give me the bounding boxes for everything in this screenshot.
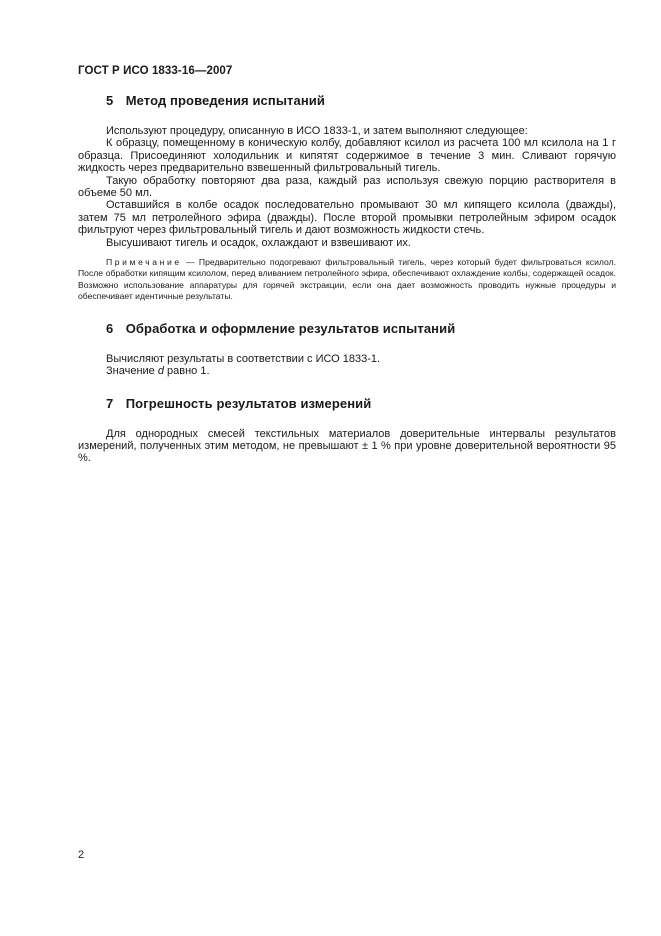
section-5-number: 5 <box>106 93 114 108</box>
section-5-note <box>78 257 616 303</box>
note-label: Примечание <box>106 257 182 268</box>
section-5-paragraph: Такую обработку повторяют два раза, каждый раз используя свежую порцию растворителя в объеме 50 мл. <box>78 174 616 200</box>
section-7-paragraph: Для однородных смесей текстильных материалов доверительные интервалы результатов измерений, полученных этим методом, не превышают ± 1 % при уровне доверительной вероятности 95 %. <box>78 427 616 465</box>
section-6-paragraph-d-value: Значение d равно 1. <box>106 365 210 378</box>
section-7-number: 7 <box>106 395 114 411</box>
page-number: 2 <box>78 849 85 861</box>
document-body <box>78 93 616 465</box>
variable-d: d <box>157 365 164 378</box>
section-6-paragraph: Вычисляют результаты в соответствии с ИСО 1833-1. <box>106 352 381 365</box>
section-5-paragraph: Высушивают тигель и осадок, охлаждают и взвешивают их. <box>106 236 411 249</box>
section-7-heading <box>78 396 616 411</box>
section-5-title: Метод проведения испытаний <box>125 93 325 108</box>
section-6-heading <box>78 321 616 336</box>
section-5-paragraph: Используют процедуру, описанную в ИСО 1833-1, и затем выполняют следующее: <box>106 125 528 137</box>
section-5-paragraph: К образцу, помещенному в коническую колбу, добавляют ксилол из расчета 100 мл ксилола на 1 г образца. Присоединяют холодильник и кипятят содержимое в течение 3 мин. Сливают горячую жидкость через предварительно взвешенный фильтровальный тигель. <box>78 137 616 175</box>
section-6-title: Обработка и оформление результатов испытаний <box>125 320 456 336</box>
section-6-number: 6 <box>106 320 114 336</box>
note-text: — Предварительно подогревают фильтровальный тигель, через который будет фильтроваться ксилол. После обработки кипящим ксилолом, перед вливанием петролейного эфира, обеспечивают охлаждение колбы, содержащей осадок. Возможно использование аппаратуры для горячей экстракции, если она дает возможность проводить нужные процедуры и обеспечивает идентичные результаты. <box>78 257 616 302</box>
section-5-heading <box>78 93 616 108</box>
section-7-title: Погрешность результатов измерений <box>125 395 372 411</box>
document-header: ГОСТ Р ИСО 1833-16—2007 <box>78 65 233 77</box>
section-5-paragraph: Оставшийся в колбе осадок последовательно промывают 30 мл кипящего ксилола (дважды), затем 75 мл петролейного эфира (дважды). После второй промывки петролейным эфиром осадок фильтруют через фильтровальный тигель и дают возможность жидкости стечь. <box>78 199 616 237</box>
